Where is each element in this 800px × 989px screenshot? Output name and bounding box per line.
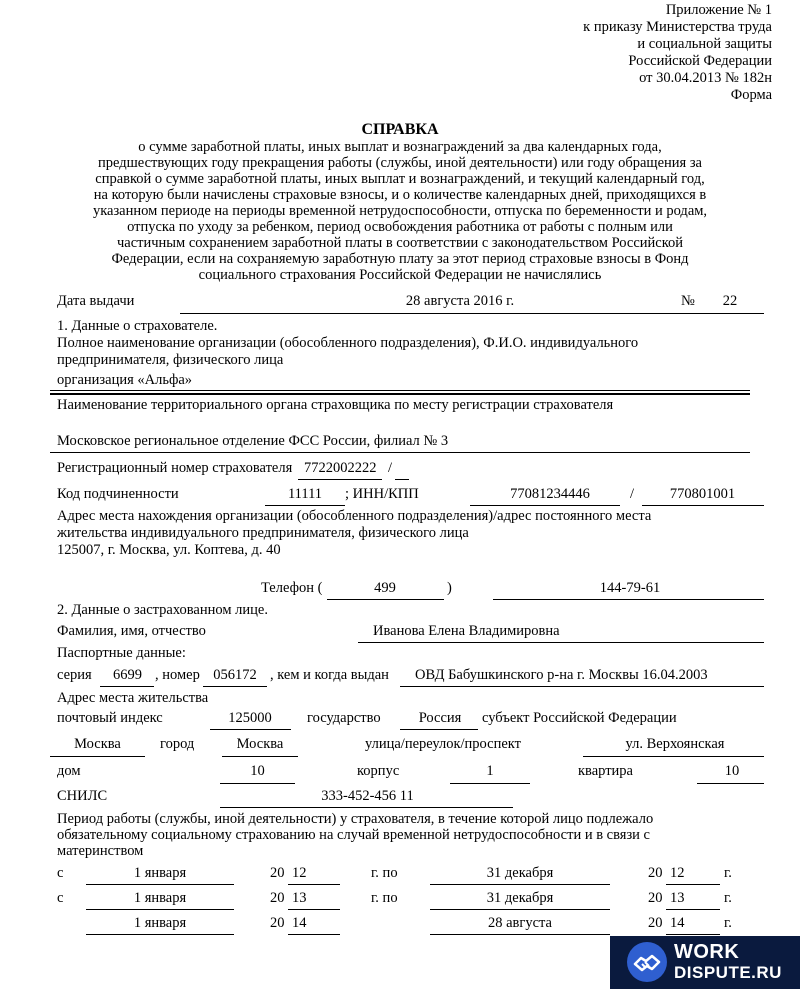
- org-name-label: Полное наименование организации (обособленного подразделения), Ф.И.О. индивидуального: [57, 335, 639, 351]
- period-year: 12: [292, 865, 307, 881]
- snils-line: [220, 807, 513, 808]
- inn-line: [470, 505, 620, 506]
- city-line: [222, 756, 298, 757]
- fio-value: Иванова Елена Владимировна: [373, 623, 560, 639]
- org-name-line: [50, 390, 750, 391]
- org-name-value: организация «Альфа»: [57, 372, 193, 388]
- period-century: 20: [648, 915, 663, 931]
- period-century: 20: [270, 890, 285, 906]
- subject-value: Москва: [74, 736, 121, 752]
- period-year: 14: [292, 915, 307, 931]
- phone-line: [493, 599, 764, 600]
- header-line: Российской Федерации: [628, 53, 772, 69]
- postal-value: 125000: [228, 710, 272, 726]
- house-label: дом: [57, 763, 81, 779]
- period-to-date: 31 декабря: [486, 865, 554, 881]
- period-line: [430, 909, 610, 910]
- org-name-line-bold: [50, 393, 750, 395]
- inn-kpp-label: ; ИНН/КПП: [345, 486, 419, 502]
- number-line: [203, 686, 267, 687]
- house-line: [220, 783, 295, 784]
- subtitle-line: частичным сохранением заработной платы в соответствии с законодательством Российской: [116, 235, 684, 251]
- section-insured-title: 2. Данные о застрахованном лице.: [57, 602, 268, 618]
- period-from-date: 1 января: [133, 890, 187, 906]
- section-insurer-title: 1. Данные о страхователе.: [57, 318, 218, 334]
- subordination-value: 11111: [287, 486, 323, 502]
- subordination-label: Код подчиненности: [57, 486, 179, 502]
- phone-close: ): [447, 580, 452, 596]
- street-line: [583, 756, 764, 757]
- period-century: 20: [270, 915, 285, 931]
- state-value: Россия: [418, 710, 462, 726]
- issue-num-line: [698, 313, 764, 314]
- period-century: 20: [648, 890, 663, 906]
- subtitle-line: справкой о сумме заработной платы, иных выплат и вознаграждений, и текущий календарный год,: [95, 171, 705, 187]
- series-line: [100, 686, 154, 687]
- phone-code: 499: [374, 580, 396, 596]
- header-line: к приказу Министерства труда: [583, 19, 772, 35]
- period-from-prefix: с: [57, 865, 64, 881]
- subtitle-line: на которую были начислены страховые взносы, и о количестве календарных дней, приходящихся в: [93, 187, 707, 203]
- number-label: , номер: [155, 667, 200, 683]
- period-line: [666, 884, 720, 885]
- watermark-line-2: DISPUTE.RU: [674, 963, 782, 982]
- watermark-line-1: WORK: [674, 941, 740, 963]
- city-value: Москва: [236, 736, 284, 752]
- territorial-line: [50, 452, 750, 453]
- period-line: [86, 884, 234, 885]
- period-year: 12: [670, 865, 685, 881]
- building-line: [450, 783, 530, 784]
- period-from-date: 1 января: [133, 915, 187, 931]
- postal-label: почтовый индекс: [57, 710, 163, 726]
- address-label: жительства индивидуального предпринимателя, физического лица: [57, 525, 469, 541]
- flat-line: [697, 783, 764, 784]
- period-label: Период работы (службы, иной деятельности) у страхователя, в течение которой лицо подлежало: [57, 811, 654, 827]
- issue-date-label: Дата выдачи: [57, 293, 135, 309]
- phone-value: 144-79-61: [599, 580, 661, 596]
- subtitle-line: о сумме заработной платы, иных выплат и вознаграждений за два календарных года,: [138, 139, 662, 155]
- issue-num-value: 22: [722, 293, 738, 309]
- doc-title: СПРАВКА: [361, 121, 439, 138]
- residence-label: Адрес места жительства: [57, 690, 209, 706]
- address-value: 125007, г. Москва, ул. Коптева, д. 40: [57, 542, 281, 558]
- subordination-line: [265, 505, 345, 506]
- issued-line: [400, 686, 764, 687]
- kpp-line: [642, 505, 764, 506]
- period-label: обязательному социальному страхованию на случай временной нетрудоспособности и в связи с: [57, 827, 650, 843]
- building-label: корпус: [357, 763, 400, 779]
- reg-num-line: [298, 479, 382, 480]
- number-value: 056172: [213, 667, 257, 683]
- header-line: от 30.04.2013 № 182н: [639, 70, 772, 86]
- postal-line: [210, 729, 291, 730]
- inn-kpp-slash: /: [630, 486, 635, 502]
- period-to-label: г. по: [371, 865, 398, 881]
- issue-date-value: 28 августа 2016 г.: [405, 293, 515, 309]
- state-label: государство: [307, 710, 381, 726]
- fio-line: [358, 642, 764, 643]
- period-year: 13: [670, 890, 685, 906]
- subtitle-line: указанном периоде на периоды временной нетрудоспособности, отпуска по беременности и родам,: [92, 203, 708, 219]
- handshake-icon: [627, 942, 667, 982]
- reg-num-line-2: [395, 479, 409, 480]
- territorial-label: Наименование территориального органа страховщика по месту регистрации страхователя: [57, 397, 614, 413]
- subtitle-line: отпуска по уходу за ребенком, период освобождения работника от работы с полным или: [127, 219, 673, 235]
- period-line: [86, 909, 234, 910]
- period-line: [288, 934, 340, 935]
- issue-num-label: №: [681, 293, 695, 309]
- issued-label: , кем и когда выдан: [270, 667, 389, 683]
- subject-label: субъект Российской Федерации: [482, 710, 677, 726]
- period-line: [666, 909, 720, 910]
- period-century: 20: [270, 865, 285, 881]
- period-to-label: г. по: [371, 890, 398, 906]
- period-to-date: 28 августа: [488, 915, 552, 931]
- period-to-date: 31 декабря: [486, 890, 554, 906]
- period-line: [288, 884, 340, 885]
- phone-label: Телефон (: [261, 580, 323, 596]
- reg-num-label: Регистрационный номер страхователя: [57, 460, 293, 476]
- site-watermark[interactable]: [610, 936, 800, 989]
- issue-date-line: [180, 313, 710, 314]
- period-year-suffix: г.: [724, 915, 732, 931]
- street-label: улица/переулок/проспект: [365, 736, 521, 752]
- phone-code-line: [327, 599, 444, 600]
- inn-value: 77081234446: [510, 486, 590, 502]
- period-year-suffix: г.: [724, 890, 732, 906]
- house-value: 10: [250, 763, 265, 779]
- reg-num-value: 7722002222: [304, 460, 377, 476]
- period-year: 14: [670, 915, 685, 931]
- street-value: ул. Верхоянская: [625, 736, 725, 752]
- subtitle-line: предшествующих году прекращения работы (службы, иной деятельности) или году обращения за: [97, 155, 702, 171]
- snils-label: СНИЛС: [57, 788, 108, 804]
- subject-line: [50, 756, 145, 757]
- subtitle-line: Федерации, если на сохраняемую заработную плату за этот период страховые взносы в Фонд: [111, 251, 689, 267]
- header-line: Приложение № 1: [665, 2, 772, 18]
- series-label: серия: [57, 667, 92, 683]
- header-line: и социальной защиты: [637, 36, 772, 52]
- issued-value: ОВД Бабушкинского р-на г. Москвы 16.04.2003: [415, 667, 708, 683]
- snils-value: 333-452-456 11: [321, 788, 414, 804]
- period-year-suffix: г.: [724, 865, 732, 881]
- period-line: [86, 934, 234, 935]
- address-label: Адрес места нахождения организации (обособленного подразделения)/адрес постоянного места: [57, 508, 652, 524]
- fio-label: Фамилия, имя, отчество: [57, 623, 206, 639]
- org-name-label: предпринимателя, физического лица: [57, 352, 284, 368]
- building-value: 1: [486, 763, 494, 779]
- period-line: [430, 934, 610, 935]
- territorial-value: Московское региональное отделение ФСС России, филиал № 3: [57, 433, 449, 449]
- passport-label: Паспортные данные:: [57, 645, 186, 661]
- period-century: 20: [648, 865, 663, 881]
- flat-label: квартира: [578, 763, 633, 779]
- flat-value: 10: [724, 763, 740, 779]
- period-line: [666, 934, 720, 935]
- header-line: Форма: [730, 87, 772, 103]
- series-value: 6699: [113, 667, 142, 683]
- city-label: город: [160, 736, 195, 752]
- period-from-prefix: с: [57, 890, 64, 906]
- period-year: 13: [292, 890, 307, 906]
- period-line: [430, 884, 610, 885]
- subtitle-line: социального страхования Российской Федерации не начислялись: [198, 267, 602, 283]
- kpp-value: 770801001: [669, 486, 736, 502]
- period-label: материнством: [57, 843, 144, 859]
- state-line: [400, 729, 478, 730]
- reg-num-slash: /: [388, 460, 393, 476]
- period-line: [288, 909, 340, 910]
- period-from-date: 1 января: [133, 865, 187, 881]
